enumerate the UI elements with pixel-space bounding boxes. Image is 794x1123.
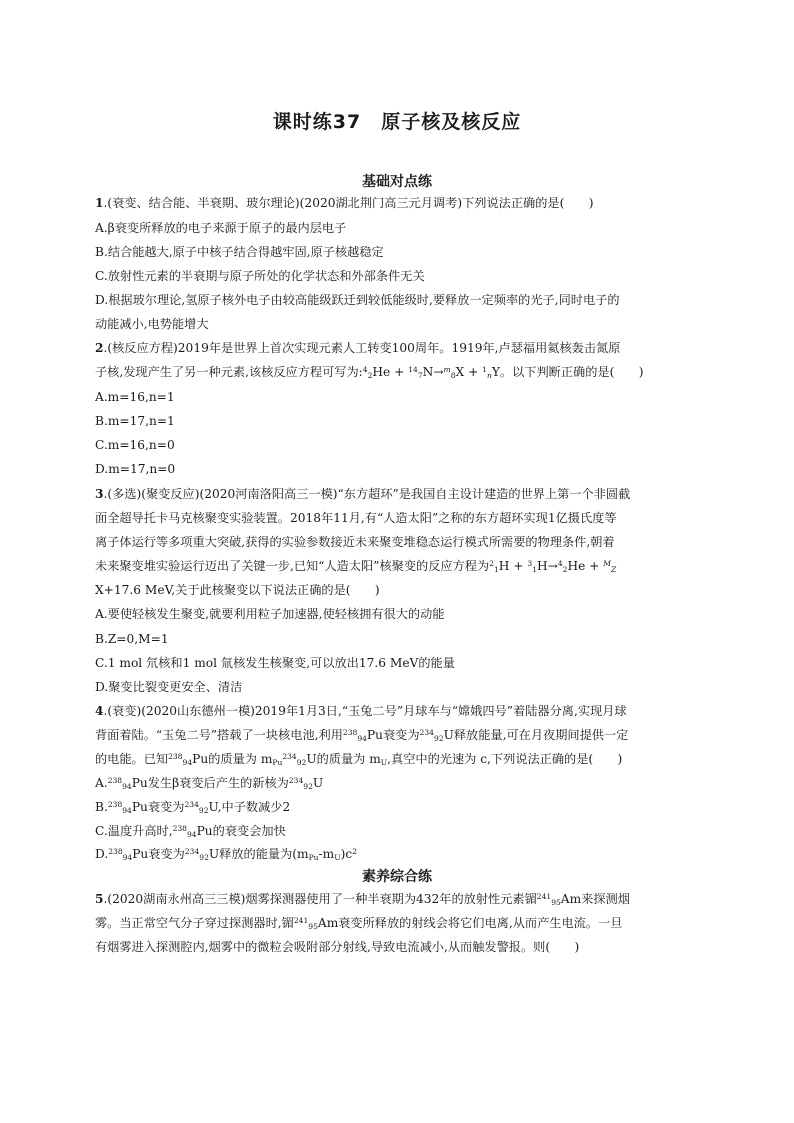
question-2-stem: 2.(核反应方程)2019年是世界上首次实现元素人工转变100周年。1919年,卢瑟福用氦核轰击氮原 [95,341,621,355]
question-1-stem: 1.(衰变、结合能、半衰期、玻尔理论)(2020湖北荆门高三元月调考)下列说法正确的是( ) [95,196,594,210]
question-5-stem: 5.(2020湖南永州高三三模)烟雾探测器使用了一种半衰期为432年的放射性元素镅24195Am来探测烟 [95,891,630,907]
section-heading-comprehensive: 素养综合练 [362,869,432,885]
question-5-stem-line3: 有烟雾进入探测腔内,烟雾中的微粒会吸附部分射线,导致电流减小,从而触发警报。则( ) [95,940,580,954]
section-heading-basic: 基础对点练 [362,174,432,190]
question-2-stem-equation: 子核,发现产生了另一种元素,该核反应方程可写为:42He + 147N→m8X + 1nY。以下判断正确的是( ) [95,364,644,380]
question-1-option-d-cont: 动能减小,电势能增大 [95,317,209,331]
question-1-option-b: B.结合能越大,原子中核子结合得越牢固,原子核越稳定 [95,245,384,259]
question-3-option-b: B.Z=0,M=1 [95,632,169,646]
question-2-option-a: A.m=16,n=1 [95,390,175,404]
question-3-stem-line2: 面全超导托卡马克核聚变实验装置。2018年11月,有“人造太阳”之称的东方超环实现1亿摄氏度等 [95,511,617,525]
question-2-option-c: C.m=16,n=0 [95,438,175,452]
question-1-option-a: A.β衰变所释放的电子来源于原子的最内层电子 [95,221,347,235]
page-title: 课时练37 原子核及核反应 [272,111,522,133]
question-3-option-d: D.聚变比裂变更安全、清洁 [95,680,243,694]
question-3-stem: 3.(多选)(聚变反应)(2020河南洛阳高三一模)“东方超环”是我国自主设计建造的世界上第一个非圆截 [95,487,631,501]
question-4-stem-line2: 背面着陆。“玉兔二号”搭载了一块核电池,利用23894Pu衰变为23492U释放能量,可在月夜期间提供一定 [95,727,629,743]
question-3-option-c: C.1 mol 氘核和1 mol 氚核发生核聚变,可以放出17.6 MeV的能量 [95,656,455,670]
question-5-stem-line2: 雾。当正常空气分子穿过探测器时,镅24195Am衰变所释放的射线会将它们电离,从而产生电流。一旦 [95,915,623,931]
question-3-stem-equation: 未来聚变堆实验运行迈出了关键一步,已知“人造太阳”核聚变的反应方程为21H + 31H→42He + MZ [95,558,617,574]
question-4-option-a: A.23894Pu发生β衰变后产生的新核为23492U [95,775,324,791]
question-2-option-d: D.m=17,n=0 [95,462,176,476]
question-2-option-b: B.m=17,n=1 [95,414,175,428]
question-4-option-b: B.23894Pu衰变为23492U,中子数减少2 [95,799,291,815]
question-4-option-d: D.23894Pu衰变为23492U释放的能量为(mPu-mU)c2 [95,846,358,862]
question-4-stem-line3: 的电能。已知23894Pu的质量为 mPu23492U的质量为 mU,真空中的光速为 c,下列说法正确的是( ) [95,751,623,767]
question-1-option-c: C.放射性元素的半衰期与原子所处的化学状态和外部条件无关 [95,269,425,283]
question-3-stem-line3: 离子体运行等多项重大突破,获得的实验参数接近未来聚变堆稳态运行模式所需要的物理条件,朝着 [95,535,615,549]
question-4-option-c: C.温度升高时,23894Pu的衰变会加快 [95,823,286,839]
question-1-option-d: D.根据玻尔理论,氢原子核外电子由较高能级跃迁到较低能级时,要释放一定频率的光子,同时电子的 [95,293,620,307]
question-3-stem-line5: X+17.6 MeV,关于此核聚变以下说法正确的是( ) [95,583,380,597]
question-4-stem: 4.(衰变)(2020山东德州一模)2019年1月3日,“玉兔二号”月球车与“嫦娥四号”着陆器分离,实现月球 [95,704,627,718]
question-3-option-a: A.要使轻核发生聚变,就要利用粒子加速器,使轻核拥有很大的动能 [95,607,445,621]
